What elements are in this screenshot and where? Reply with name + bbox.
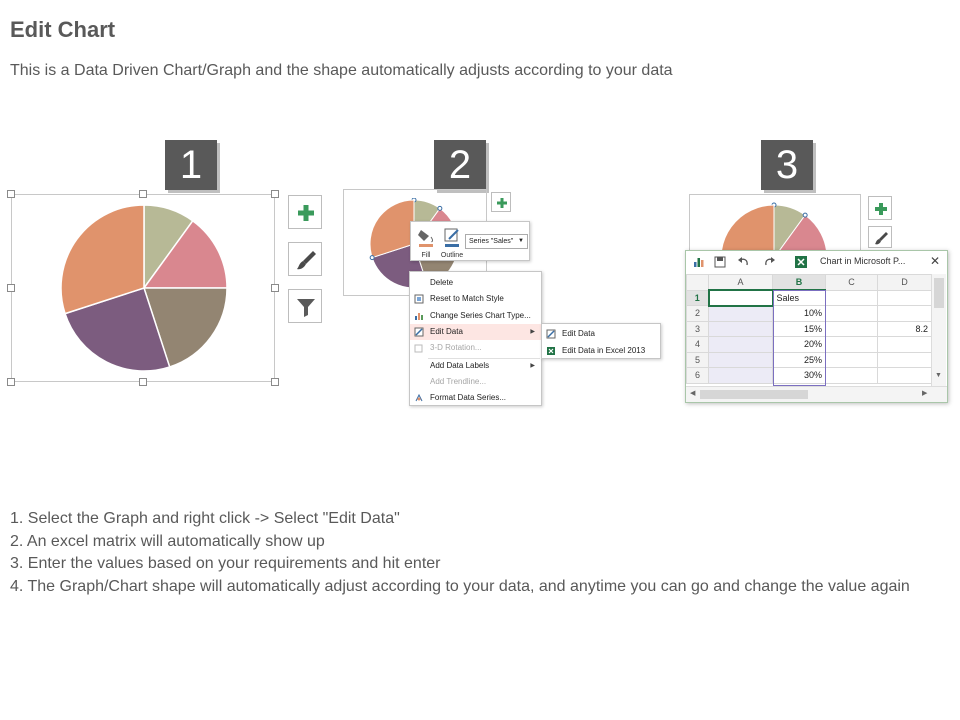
vertical-scrollbar[interactable] [931,274,946,386]
resize-handle[interactable] [7,190,15,198]
cell[interactable]: 20% [773,337,826,353]
table-row [687,321,932,337]
series-select-value: Series "Sales" [469,238,514,245]
rotation-icon [414,343,424,353]
submenu-item-edit-data[interactable] [542,325,660,342]
cell[interactable]: 30% [773,368,826,384]
format-series-icon [414,393,424,403]
step-badge-1: 1 [165,140,217,190]
resize-handle[interactable] [7,284,15,292]
cell[interactable] [709,337,773,353]
scrollbar-thumb[interactable] [934,278,944,308]
resize-handle[interactable] [271,190,279,198]
page-subtitle: This is a Data Driven Chart/Graph and the shape automatically adjusts according to your data [10,62,673,79]
edit-data-icon [414,327,424,337]
cell[interactable]: 8.2 [878,321,932,337]
chart-icon [692,255,706,269]
chart-styles-button[interactable] [868,226,892,248]
cell[interactable] [878,306,932,322]
excel-titlebar [686,251,947,273]
menu-item-format-series[interactable] [410,390,541,406]
mini-toolbar [410,221,530,261]
step-badge-2: 2 [434,140,486,190]
menu-item-3d-rotation[interactable] [410,340,541,356]
menu-item-label: Edit Data [430,327,463,336]
selection-marker[interactable] [370,256,374,260]
instruction-2: 2. An excel matrix will automatically show up [10,532,325,550]
selection-marker[interactable] [438,206,442,210]
redo-icon[interactable] [763,255,777,269]
cell[interactable] [709,352,773,368]
cell[interactable] [709,290,773,306]
chart-elements-button[interactable] [868,196,892,220]
table-row [687,306,932,322]
instruction-4: 4. The Graph/Chart shape will automatically adjust according to your data, and anytime you can go and change the value again [10,577,910,595]
page-title: Edit Chart [10,17,116,42]
menu-item-label: Delete [430,278,454,287]
menu-item-change-chart-type[interactable] [410,308,541,324]
excel-window [685,250,948,403]
edit-data-icon [546,329,556,339]
cell[interactable] [826,337,878,353]
reset-style-icon [414,294,424,304]
row-header[interactable]: 5 [687,352,709,368]
menu-item-edit-data[interactable] [410,324,541,340]
row-header[interactable]: 2 [687,306,709,322]
paintbrush-icon [289,243,323,277]
paintbrush-icon [869,227,893,249]
bar-chart-icon [414,311,424,321]
table-row [687,290,932,306]
menu-item-label: Format Data Series... [430,393,507,402]
resize-handle[interactable] [139,190,147,198]
outline-label: Outline [440,252,464,259]
table-row [687,337,932,353]
instructions [10,508,945,598]
cell[interactable]: 10% [773,306,826,322]
pie-slice-5[interactable] [721,205,774,250]
excel-icon[interactable] [794,255,808,269]
submenu-item-edit-in-excel[interactable] [542,342,660,359]
paint-bucket-icon [413,224,439,248]
outline-pen-icon [439,224,465,248]
chart-filters-button[interactable] [288,289,322,323]
undo-icon[interactable] [736,255,750,269]
submenu-item-label: Edit Data [562,329,595,338]
fill-label: Fill [421,252,431,259]
series-select[interactable] [465,234,528,249]
cell[interactable] [878,352,932,368]
menu-item-reset-style[interactable] [410,291,541,307]
cell[interactable] [826,368,878,384]
menu-item-add-data-labels[interactable] [410,358,541,374]
row-header[interactable]: 6 [687,368,709,384]
cell[interactable] [878,368,932,384]
plus-icon [492,193,512,213]
cell[interactable] [826,306,878,322]
menu-item-add-trendline[interactable] [410,374,541,390]
chart-styles-button[interactable] [288,242,322,276]
cell[interactable] [709,321,773,337]
chart-elements-button[interactable] [288,195,322,229]
scrollbar-thumb[interactable] [700,390,808,399]
table-row [687,352,932,368]
outline-tool[interactable] [439,224,465,260]
menu-item-label: Change Series Chart Type... [430,311,531,320]
submenu-arrow-icon: ▶ [530,329,535,335]
column-header[interactable]: B [773,275,826,291]
select-all-corner[interactable] [687,275,709,291]
column-header-row [687,275,932,291]
excel-grid [686,274,932,384]
menu-item-label: Add Data Labels [430,361,490,370]
caret-down-icon: ▼ [518,238,524,244]
cell[interactable]: 15% [773,321,826,337]
cell[interactable] [826,321,878,337]
resize-handle[interactable] [7,378,15,386]
scroll-right-icon[interactable]: ▶ [922,390,928,397]
context-menu [409,271,542,406]
menu-item-delete[interactable] [410,275,541,291]
cell[interactable]: Sales [773,290,826,306]
pie-chart-1[interactable] [58,202,230,374]
fill-tool[interactable] [413,224,439,260]
filter-icon [289,290,323,324]
submenu-arrow-icon: ▶ [530,363,535,369]
cell[interactable]: 25% [773,352,826,368]
excel-icon [546,346,556,356]
close-icon[interactable]: ✕ [929,254,940,268]
instruction-1: 1. Select the Graph and right click -> Select "Edit Data" [10,510,400,527]
plus-icon [869,197,893,221]
chart-elements-button[interactable] [491,192,511,212]
scroll-down-icon[interactable]: ▼ [935,372,942,379]
plus-icon [289,196,323,230]
resize-handle[interactable] [271,378,279,386]
row-header[interactable]: 1 [687,290,709,306]
resize-handle[interactable] [139,378,147,386]
cell[interactable] [826,352,878,368]
scroll-left-icon[interactable]: ◀ [690,390,696,397]
save-icon[interactable] [713,255,727,269]
table-row [687,368,932,384]
cell[interactable] [826,290,878,306]
selection-marker[interactable] [803,213,807,217]
resize-handle[interactable] [271,284,279,292]
submenu-item-label: Edit Data in Excel 2013 [562,346,646,355]
cell[interactable] [709,306,773,322]
column-header[interactable]: C [826,275,878,291]
column-header[interactable]: D [878,275,932,291]
menu-item-label: 3-D Rotation... [430,343,482,352]
edit-data-submenu [541,323,661,359]
horizontal-scrollbar[interactable] [686,386,947,402]
menu-item-label: Add Trendline... [430,377,487,386]
menu-item-label: Reset to Match Style [430,294,504,303]
step-badge-3: 3 [761,140,813,190]
excel-window-title: Chart in Microsoft P... [820,256,906,266]
row-header[interactable]: 3 [687,321,709,337]
instruction-3: 3. Enter the values based on your requirements and hit enter [10,555,441,572]
column-header[interactable]: A [709,275,773,291]
cell[interactable] [709,368,773,384]
row-header[interactable]: 4 [687,337,709,353]
cell[interactable] [878,337,932,353]
pie-chart-3[interactable] [718,202,830,250]
cell[interactable] [878,290,932,306]
